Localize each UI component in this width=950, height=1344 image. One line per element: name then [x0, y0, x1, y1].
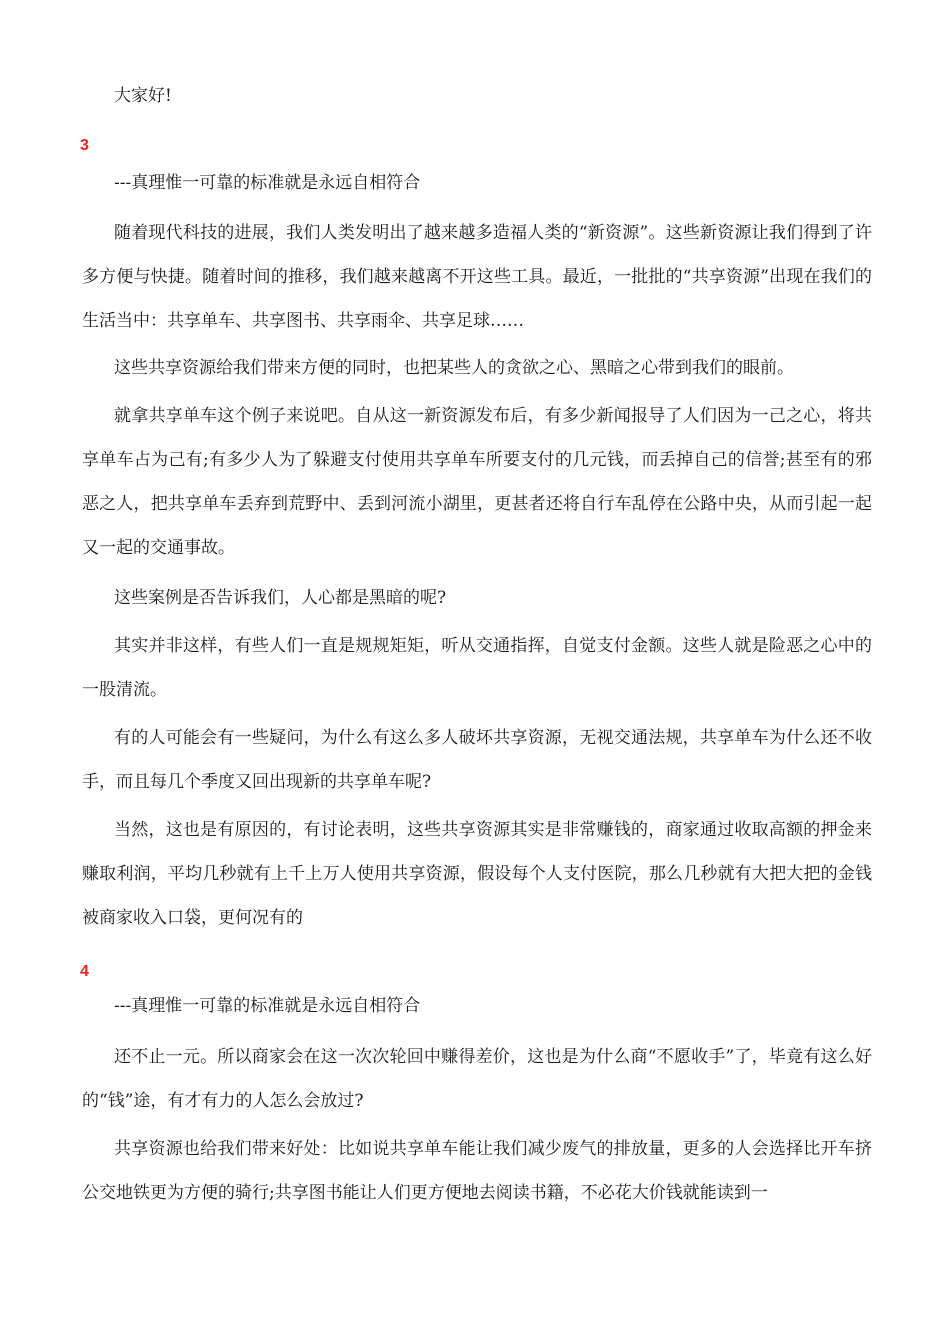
paragraph: 共享资源也给我们带来好处：比如说共享单车能让我们减少废气的排放量，更多的人会选择比开车挤公交地铁更为方便的骑行;共享图书能让人们更方便地去阅读书籍，不必花大价钱就能读到一 — [82, 1139, 872, 1203]
page-number: 3 — [80, 137, 89, 154]
greeting: 大家好! — [114, 86, 172, 106]
page-number: 4 — [80, 963, 89, 980]
paragraph: 就拿共享单车这个例子来说吧。自从这一新资源发布后，有多少新闻报导了人们因为一己之心，将共享单车占为己有;有多少人为了躲避支付使用共享单车所要支付的几元钱，而丢掉自己的信誉;甚至有的邪恶之人，把共享单车丢弃到荒野中、丢到河流小湖里，更甚者还将自行车乱停在公路中央，从而引起一起又一起的交通事故。 — [82, 406, 872, 558]
paragraph: 这些共享资源给我们带来方便的同时，也把某些人的贪欲之心、黑暗之心带到我们的眼前。 — [114, 358, 794, 378]
paragraph: 有的人可能会有一些疑问，为什么有这么多人破坏共享资源，无视交通法规，共享单车为什么还不收手，而且每几个季度又回出现新的共享单车呢? — [82, 728, 872, 792]
paragraph: 随着现代科技的进展，我们人类发明出了越来越多造福人类的“新资源”。这些新资源让我们得到了许多方便与快捷。随着时间的推移，我们越来越离不开这些工具。最近，一批批的“共享资源”出现在我们的生活当中：共享单车、共享图书、共享雨伞、共享足球…… — [82, 223, 872, 331]
paragraph: 当然，这也是有原因的，有讨论表明，这些共享资源其实是非常赚钱的，商家通过收取高额的押金来赚取利润，平均几秒就有上千上万人使用共享资源，假设每个人支付医院，那么几秒就有大把大把的金钱被商家收入口袋，更何况有的 — [82, 820, 872, 928]
paragraph: 还不止一元。所以商家会在这一次次轮回中赚得差价，这也是为什么商“不愿收手”了，毕竟有这么好的“钱”途，有才有力的人怎么会放过? — [82, 1047, 872, 1111]
page-subtitle: ---真理惟一可靠的标准就是永远自相符合 — [114, 996, 421, 1016]
page-subtitle: ---真理惟一可靠的标准就是永远自相符合 — [114, 173, 421, 193]
paragraph: 这些案例是否告诉我们，人心都是黑暗的呢? — [114, 588, 447, 608]
paragraph: 其实并非这样，有些人们一直是规规矩矩，听从交通指挥，自觉支付金额。这些人就是险恶之心中的一股清流。 — [82, 636, 872, 700]
